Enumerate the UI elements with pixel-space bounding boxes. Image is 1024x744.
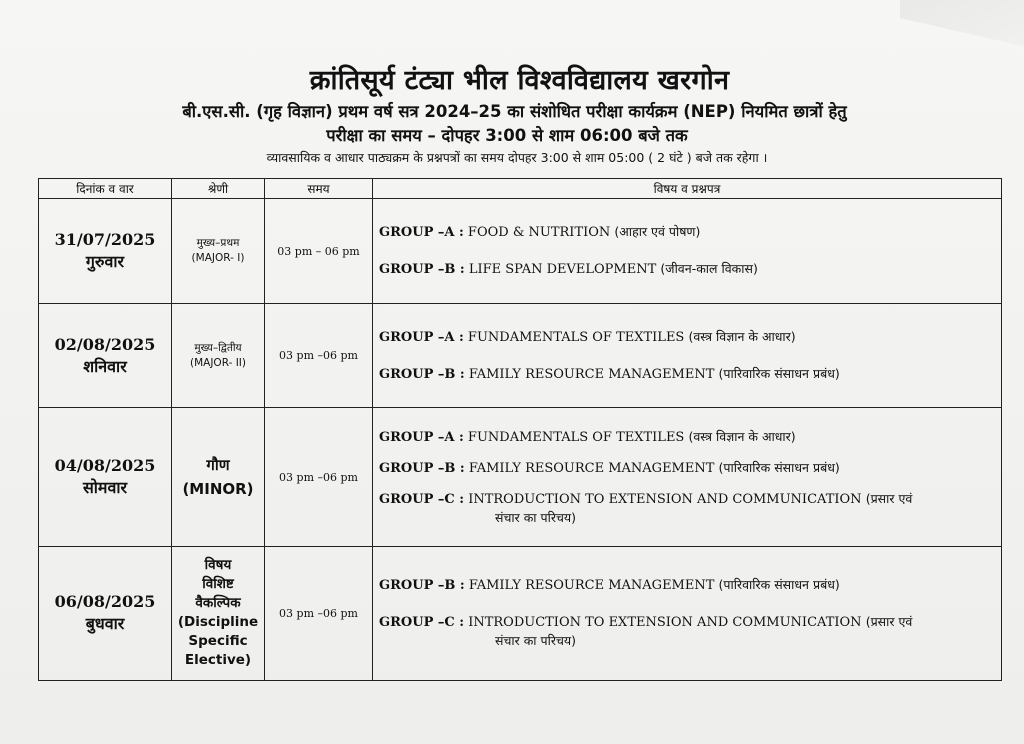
exam-day: शनिवार [83, 356, 127, 376]
subject-cell [373, 546, 1002, 680]
category-line: (MAJOR- II) [190, 356, 246, 369]
category-line: Elective) [184, 652, 252, 669]
subject-name: FUNDAMENTALS OF TEXTILES [467, 329, 685, 345]
subject-hindi: (प्रसार एवं [865, 490, 913, 506]
subject-line [379, 613, 995, 650]
category-line: Specific [188, 633, 248, 650]
subject-name: FAMILY RESOURCE MANAGEMENT [468, 578, 715, 594]
table-header-row [39, 179, 1002, 199]
subject-line [379, 328, 995, 347]
group-label: GROUP –C : [379, 491, 465, 507]
time-cell: 03 pm – 06 pm [265, 199, 373, 304]
category-line: मुख्य–प्रथम [196, 237, 240, 250]
exam-day: गुरुवार [85, 252, 125, 272]
subject-line [379, 428, 995, 447]
subject-name: FUNDAMENTALS OF TEXTILES [467, 429, 685, 445]
university-title: क्रांतिसूर्य टंट्या भील विश्वविद्यालय खरगोन [309, 65, 730, 96]
group-label: GROUP –B : [379, 262, 465, 278]
date-cell [39, 408, 172, 546]
subject-line [379, 223, 995, 242]
subject-line [379, 459, 995, 478]
time-cell: 03 pm –06 pm [265, 408, 373, 546]
subject-hindi: (वस्त्र विज्ञान के आधार) [688, 328, 796, 344]
category-line: (MINOR) [182, 480, 254, 499]
column-header-category: श्रेणी [172, 179, 265, 199]
table-row [39, 304, 1002, 408]
subject-name: INTRODUCTION TO EXTENSION AND COMMUNICATION [468, 615, 862, 631]
exam-schedule-table [38, 178, 1002, 681]
category-line: (MAJOR- I) [191, 252, 245, 265]
exam-note: व्यावसायिक व आधार पाठ्यक्रम के प्रश्नपत्रों का समय दोपहर 3:00 से शाम 05:00 ( 2 घंटे ) बजे तक रहेगा । [266, 150, 768, 165]
subject-cell [373, 199, 1002, 304]
subject-line [379, 260, 995, 279]
subject-line [379, 576, 995, 595]
subject-hindi: (वस्त्र विज्ञान के आधार) [688, 428, 796, 444]
subject-name: FAMILY RESOURCE MANAGEMENT [468, 366, 715, 382]
subject-name: FAMILY RESOURCE MANAGEMENT [468, 460, 715, 476]
subject-hindi-continued: संचार का परिचय) [495, 509, 577, 525]
subject-hindi: (पारिवारिक संसाधन प्रबंध) [718, 459, 840, 475]
document-header [0, 62, 1024, 168]
date-cell [39, 546, 172, 680]
subject-hindi: (पारिवारिक संसाधन प्रबंध) [718, 577, 840, 593]
group-label: GROUP –C : [379, 615, 465, 631]
subject-line [379, 365, 995, 384]
exam-timing: परीक्षा का समय – दोपहर 3:00 से शाम 06:00 बजे तक [326, 126, 688, 145]
exam-day: सोमवार [82, 478, 128, 498]
subject-hindi: (पारिवारिक संसाधन प्रबंध) [718, 365, 840, 381]
time-cell: 03 pm –06 pm [265, 304, 373, 408]
subject-hindi-continued: संचार का परिचय) [495, 633, 577, 649]
group-label: GROUP –A : [379, 429, 464, 445]
subject-cell [373, 408, 1002, 546]
subject-name: LIFE SPAN DEVELOPMENT [468, 262, 657, 278]
group-label: GROUP –B : [379, 578, 465, 594]
group-label: GROUP –A : [379, 225, 464, 241]
subject-line [379, 490, 995, 527]
category-cell [172, 304, 265, 408]
category-line: विषय [204, 557, 232, 574]
exam-day: बुधवार [85, 614, 125, 634]
category-line: (Discipline [177, 614, 259, 631]
group-label: GROUP –A : [379, 329, 464, 345]
exam-subtitle: बी.एस.सी. (गृह विज्ञान) प्रथम वर्ष सत्र 2024–25 का संशोधित परीक्षा कार्यक्रम (NEP) नियमित छात्रों हेतु [182, 102, 847, 121]
category-cell [172, 546, 265, 680]
column-header-subject: विषय व प्रश्नपत्र [373, 179, 1002, 199]
subject-hindi: (जीवन-काल विकास) [660, 261, 758, 277]
group-label: GROUP –B : [379, 366, 465, 382]
time-cell: 03 pm –06 pm [265, 546, 373, 680]
date-cell [39, 199, 172, 304]
table-row [39, 408, 1002, 546]
category-line: मुख्य–द्वितीय [194, 341, 242, 354]
exam-date: 02/08/2025 [54, 334, 156, 354]
subject-hindi: (प्रसार एवं [865, 614, 913, 630]
subject-cell [373, 304, 1002, 408]
category-line: वैकल्पिक [195, 595, 241, 612]
category-line: विशिष्ट [202, 576, 234, 593]
category-cell [172, 199, 265, 304]
category-line: गौण [206, 456, 230, 475]
column-header-time: समय [265, 179, 373, 199]
table-row [39, 199, 1002, 304]
subject-name: FOOD & NUTRITION [467, 225, 611, 241]
exam-date: 06/08/2025 [54, 592, 156, 612]
subject-hindi: (आहार एवं पोषण) [614, 224, 701, 240]
exam-date: 31/07/2025 [54, 230, 156, 250]
group-label: GROUP –B : [379, 460, 465, 476]
table-row [39, 546, 1002, 680]
category-cell [172, 408, 265, 546]
date-cell [39, 304, 172, 408]
exam-date: 04/08/2025 [54, 456, 156, 476]
subject-name: INTRODUCTION TO EXTENSION AND COMMUNICATION [468, 491, 862, 507]
column-header-date: दिनांक व वार [39, 179, 172, 199]
